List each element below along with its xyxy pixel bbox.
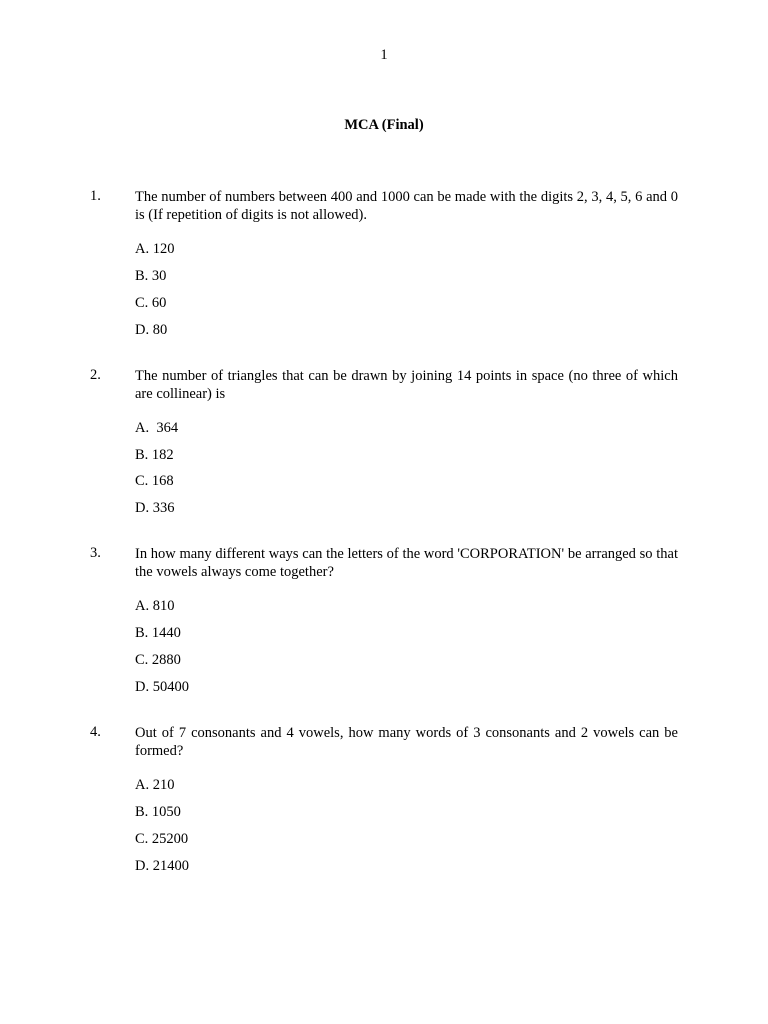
option-a: A. 120: [135, 241, 175, 257]
question-number: 1.: [90, 188, 101, 204]
question-number: 2.: [90, 367, 101, 383]
question-number: 4.: [90, 724, 101, 740]
question-text: The number of numbers between 400 and 1000 can be made with the digits 2, 3, 4, 5, 6 and 0 is (If repetition of digits is not allowed).: [135, 189, 678, 223]
page-number: 1: [380, 47, 388, 63]
option-b: B. 1440: [135, 625, 181, 641]
option-a: A. 810: [135, 598, 175, 614]
question-text: Out of 7 consonants and 4 vowels, how many words of 3 consonants and 2 vowels can be formed?: [135, 725, 678, 759]
page-title: MCA (Final): [344, 117, 424, 133]
question-text: The number of triangles that can be drawn by joining 14 points in space (no three of which are collinear) is: [135, 368, 678, 402]
option-b: B. 1050: [135, 804, 181, 820]
option-a: A. 364: [135, 420, 179, 436]
option-a: A. 210: [135, 777, 175, 793]
option-c: C. 168: [135, 473, 174, 489]
option-c: C. 2880: [135, 652, 181, 668]
option-b: B. 182: [135, 447, 174, 463]
option-b: B. 30: [135, 268, 167, 284]
option-c: C. 25200: [135, 831, 189, 847]
option-d: D. 21400: [135, 858, 189, 874]
option-d: D. 80: [135, 322, 168, 338]
question-text: In how many different ways can the letters of the word 'CORPORATION' be arranged so that the vowels always come together?: [135, 546, 678, 580]
question-number: 3.: [90, 545, 101, 561]
option-c: C. 60: [135, 295, 167, 311]
option-d: D. 336: [135, 500, 175, 516]
option-d: D. 50400: [135, 679, 189, 695]
